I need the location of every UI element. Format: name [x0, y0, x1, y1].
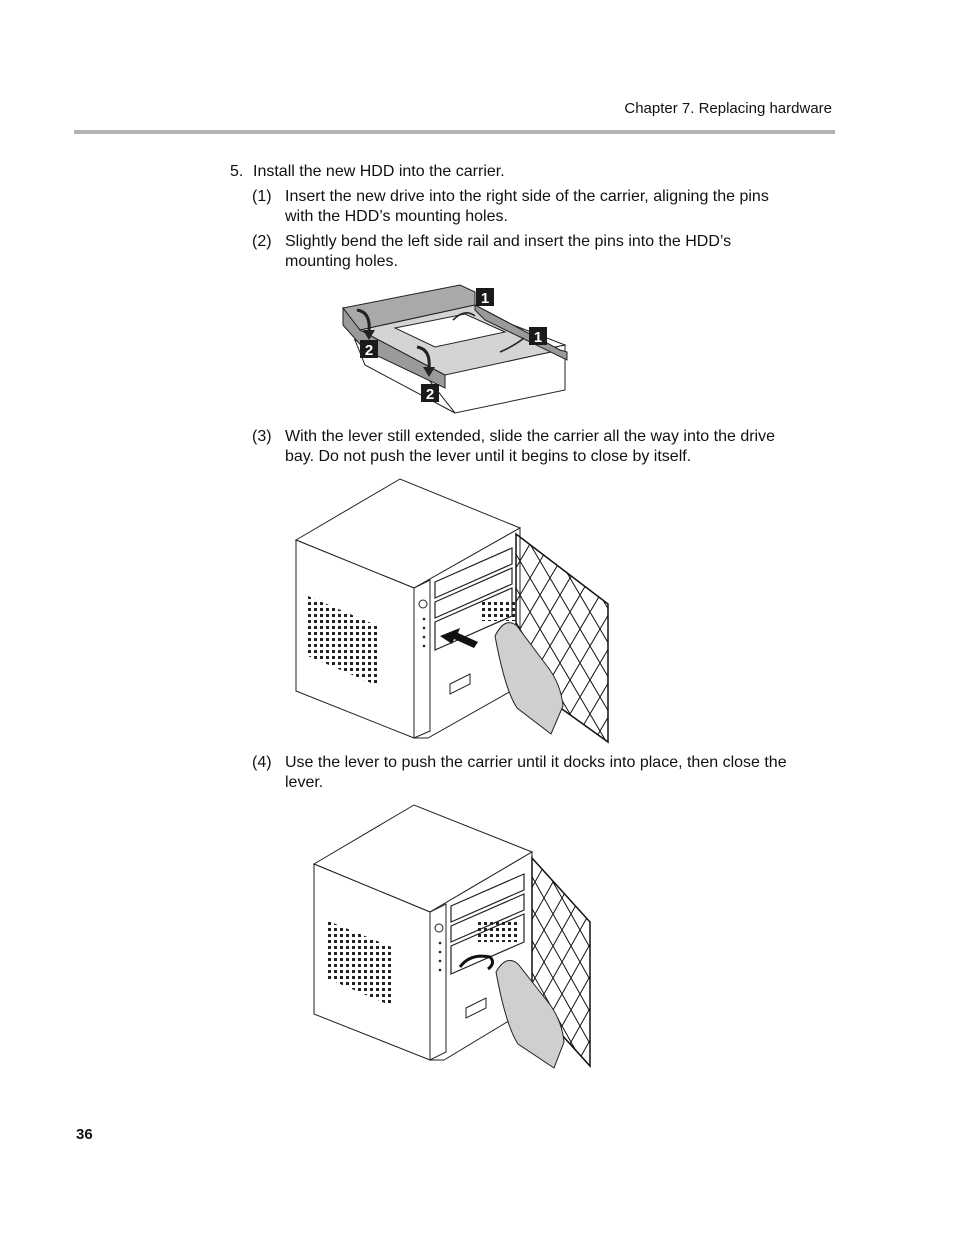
- substep-1-line-1: Insert the new drive into the right side of the carrier, aligning the pins: [285, 188, 769, 205]
- substep-1-line-2: with the HDD’s mounting holes.: [285, 208, 508, 225]
- page-number: 36: [76, 1126, 93, 1143]
- substep-2-text: [285, 232, 731, 272]
- svg-text:1: 1: [533, 329, 543, 346]
- running-header: Chapter 7. Replacing hardware: [624, 100, 832, 117]
- status-led: [439, 960, 442, 963]
- substep-4-line-1: Use the lever to push the carrier until it docks into place, then close the: [285, 754, 787, 771]
- callout-badge: [476, 288, 494, 307]
- step-5-number: 5.: [230, 163, 244, 180]
- callout-badge: [529, 327, 547, 346]
- figure-insert-carrier: [290, 476, 612, 744]
- status-led: [439, 969, 442, 972]
- svg-text:1: 1: [480, 290, 490, 307]
- carrier-handle-grille: [480, 601, 518, 621]
- substep-2-number: (2): [252, 233, 272, 250]
- substep-4: [252, 753, 832, 793]
- substep-2-line-2: mounting holes.: [285, 253, 398, 270]
- substep-1-text: [285, 187, 769, 227]
- substep-1-number: (1): [252, 188, 272, 205]
- status-led: [423, 627, 426, 630]
- header-rule: [74, 130, 835, 134]
- status-led: [423, 636, 426, 639]
- status-led: [439, 942, 442, 945]
- substep-3: [252, 427, 832, 467]
- carrier-handle-grille: [478, 920, 518, 942]
- status-led: [439, 951, 442, 954]
- substep-4-text: [285, 753, 787, 793]
- substep-3-number: (3): [252, 428, 272, 445]
- front-bezel-strip: [414, 580, 430, 738]
- substep-3-text: [285, 427, 775, 467]
- callout-badge: [421, 384, 439, 403]
- callout-badge: [360, 340, 378, 359]
- substep-4-line-2: lever.: [285, 774, 324, 791]
- svg-text:2: 2: [364, 342, 374, 359]
- substep-1: [252, 187, 832, 227]
- figure-close-lever: [310, 802, 600, 1072]
- status-led: [423, 645, 426, 648]
- substep-3-line-2: bay. Do not push the lever until it begins to close by itself.: [285, 448, 692, 465]
- substep-2-line-1: Slightly bend the left side rail and insert the pins into the HDD’s: [285, 233, 732, 250]
- substep-4-number: (4): [252, 754, 272, 771]
- figure-hdd-carrier: [335, 280, 575, 420]
- front-bezel-strip: [430, 904, 446, 1060]
- status-led: [423, 618, 426, 621]
- substep-3-line-1: With the lever still extended, slide the carrier all the way into the drive: [285, 428, 776, 445]
- svg-text:2: 2: [425, 386, 435, 403]
- substep-2: [252, 232, 832, 272]
- step-5-text: Install the new HDD into the carrier.: [253, 163, 505, 180]
